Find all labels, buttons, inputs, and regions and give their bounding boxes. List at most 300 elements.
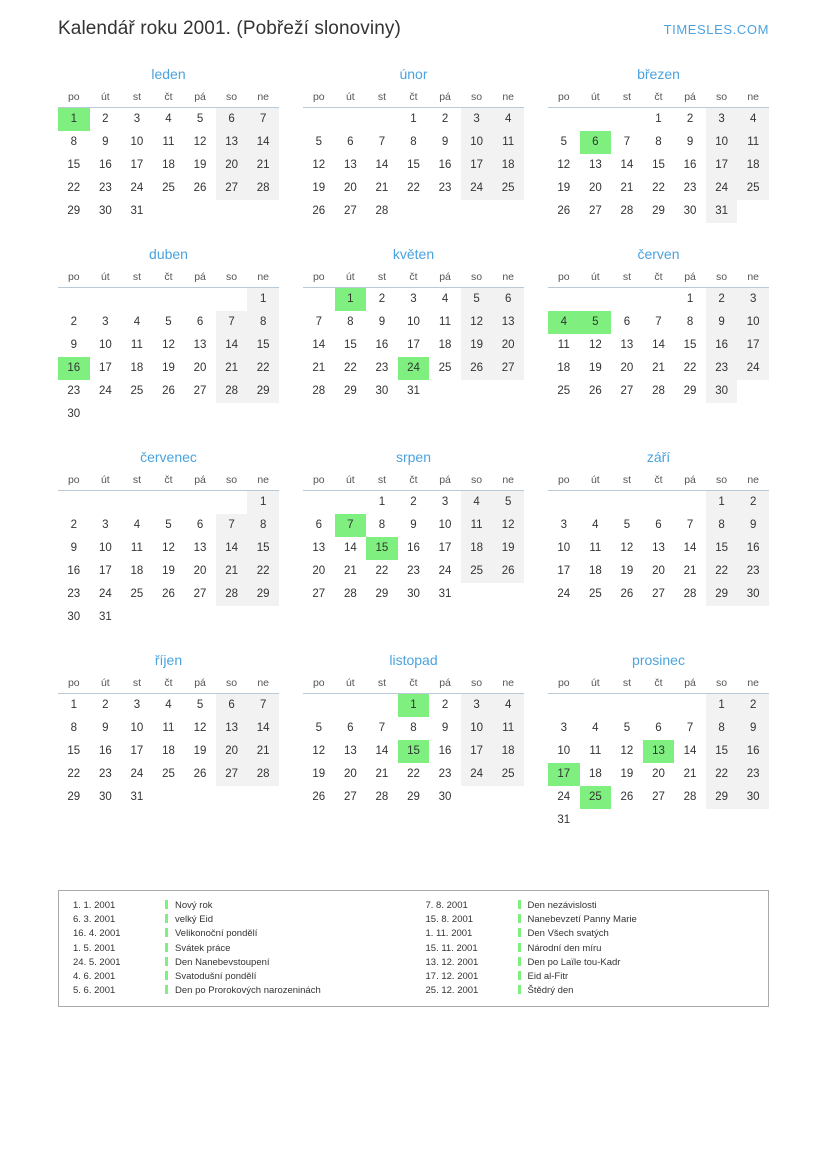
day-cell[interactable] [674, 334, 706, 357]
day-cell[interactable] [90, 334, 122, 357]
day-cell[interactable] [706, 311, 738, 334]
day-cell[interactable] [335, 763, 367, 786]
day-cell[interactable] [216, 514, 248, 537]
day-cell[interactable] [184, 357, 216, 380]
day-cell[interactable] [580, 560, 612, 583]
day-cell[interactable] [429, 177, 461, 200]
day-cell[interactable] [429, 560, 461, 583]
day-cell[interactable] [674, 177, 706, 200]
day-cell[interactable] [184, 740, 216, 763]
day-cell[interactable] [247, 108, 279, 132]
day-cell[interactable] [366, 786, 398, 809]
day-cell[interactable] [674, 763, 706, 786]
day-cell[interactable] [580, 357, 612, 380]
day-cell[interactable] [90, 786, 122, 809]
day-cell[interactable] [643, 717, 675, 740]
day-cell[interactable] [216, 717, 248, 740]
day-cell[interactable] [90, 717, 122, 740]
day-cell[interactable] [247, 334, 279, 357]
day-cell[interactable] [303, 740, 335, 763]
day-cell[interactable] [580, 380, 612, 403]
day-cell[interactable] [90, 311, 122, 334]
day-cell[interactable] [90, 514, 122, 537]
day-cell[interactable] [90, 537, 122, 560]
day-cell[interactable] [90, 583, 122, 606]
day-cell[interactable] [461, 694, 493, 718]
day-cell[interactable] [737, 177, 769, 200]
day-cell[interactable] [90, 380, 122, 403]
day-cell[interactable] [643, 380, 675, 403]
day-cell[interactable] [121, 560, 153, 583]
day-cell[interactable] [335, 786, 367, 809]
day-cell[interactable] [492, 334, 524, 357]
day-cell[interactable] [492, 740, 524, 763]
day-cell[interactable] [492, 763, 524, 786]
day-cell[interactable] [335, 288, 367, 312]
day-cell[interactable] [580, 311, 612, 334]
day-cell[interactable] [706, 583, 738, 606]
day-cell[interactable] [492, 537, 524, 560]
day-cell[interactable] [121, 357, 153, 380]
day-cell[interactable] [216, 380, 248, 403]
day-cell[interactable] [580, 740, 612, 763]
day-cell[interactable] [247, 154, 279, 177]
day-cell[interactable] [366, 740, 398, 763]
day-cell[interactable] [121, 537, 153, 560]
day-cell[interactable] [461, 560, 493, 583]
day-cell[interactable] [303, 357, 335, 380]
day-cell[interactable] [429, 583, 461, 606]
day-cell[interactable] [398, 357, 430, 380]
day-cell[interactable] [706, 200, 738, 223]
day-cell[interactable] [548, 131, 580, 154]
day-cell[interactable] [674, 740, 706, 763]
day-cell[interactable] [184, 717, 216, 740]
day-cell[interactable] [216, 537, 248, 560]
day-cell[interactable] [737, 537, 769, 560]
day-cell[interactable] [737, 154, 769, 177]
day-cell[interactable] [548, 311, 580, 334]
day-cell[interactable] [398, 514, 430, 537]
day-cell[interactable] [398, 583, 430, 606]
day-cell[interactable] [737, 491, 769, 515]
day-cell[interactable] [461, 763, 493, 786]
day-cell[interactable] [580, 334, 612, 357]
day-cell[interactable] [184, 131, 216, 154]
day-cell[interactable] [153, 334, 185, 357]
day-cell[interactable] [58, 177, 90, 200]
day-cell[interactable] [216, 560, 248, 583]
day-cell[interactable] [643, 786, 675, 809]
day-cell[interactable] [153, 131, 185, 154]
day-cell[interactable] [548, 200, 580, 223]
day-cell[interactable] [335, 200, 367, 223]
day-cell[interactable] [548, 809, 580, 832]
day-cell[interactable] [643, 740, 675, 763]
day-cell[interactable] [706, 740, 738, 763]
day-cell[interactable] [643, 583, 675, 606]
day-cell[interactable] [429, 131, 461, 154]
day-cell[interactable] [216, 694, 248, 718]
day-cell[interactable] [461, 357, 493, 380]
day-cell[interactable] [58, 380, 90, 403]
day-cell[interactable] [492, 177, 524, 200]
day-cell[interactable] [58, 311, 90, 334]
day-cell[interactable] [58, 717, 90, 740]
day-cell[interactable] [121, 740, 153, 763]
day-cell[interactable] [580, 154, 612, 177]
day-cell[interactable] [58, 154, 90, 177]
day-cell[interactable] [706, 560, 738, 583]
day-cell[interactable] [611, 786, 643, 809]
day-cell[interactable] [737, 131, 769, 154]
day-cell[interactable] [303, 380, 335, 403]
day-cell[interactable] [184, 763, 216, 786]
day-cell[interactable] [492, 491, 524, 515]
day-cell[interactable] [611, 740, 643, 763]
day-cell[interactable] [706, 514, 738, 537]
day-cell[interactable] [461, 177, 493, 200]
day-cell[interactable] [461, 491, 493, 515]
day-cell[interactable] [580, 786, 612, 809]
day-cell[interactable] [706, 763, 738, 786]
day-cell[interactable] [247, 514, 279, 537]
day-cell[interactable] [58, 606, 90, 629]
day-cell[interactable] [398, 740, 430, 763]
day-cell[interactable] [335, 177, 367, 200]
day-cell[interactable] [335, 560, 367, 583]
day-cell[interactable] [366, 763, 398, 786]
day-cell[interactable] [398, 537, 430, 560]
day-cell[interactable] [335, 311, 367, 334]
day-cell[interactable] [366, 200, 398, 223]
day-cell[interactable] [674, 514, 706, 537]
day-cell[interactable] [643, 177, 675, 200]
day-cell[interactable] [674, 108, 706, 132]
day-cell[interactable] [492, 560, 524, 583]
day-cell[interactable] [492, 357, 524, 380]
day-cell[interactable] [461, 288, 493, 312]
day-cell[interactable] [58, 786, 90, 809]
day-cell[interactable] [737, 334, 769, 357]
day-cell[interactable] [429, 357, 461, 380]
day-cell[interactable] [153, 108, 185, 132]
day-cell[interactable] [398, 491, 430, 515]
day-cell[interactable] [247, 537, 279, 560]
day-cell[interactable] [429, 334, 461, 357]
day-cell[interactable] [121, 694, 153, 718]
day-cell[interactable] [153, 154, 185, 177]
day-cell[interactable] [121, 514, 153, 537]
day-cell[interactable] [90, 154, 122, 177]
day-cell[interactable] [398, 131, 430, 154]
day-cell[interactable] [184, 514, 216, 537]
day-cell[interactable] [580, 200, 612, 223]
day-cell[interactable] [247, 763, 279, 786]
day-cell[interactable] [90, 763, 122, 786]
day-cell[interactable] [706, 717, 738, 740]
day-cell[interactable] [398, 786, 430, 809]
day-cell[interactable] [90, 560, 122, 583]
day-cell[interactable] [58, 108, 90, 132]
day-cell[interactable] [674, 560, 706, 583]
day-cell[interactable] [611, 177, 643, 200]
day-cell[interactable] [303, 583, 335, 606]
day-cell[interactable] [737, 717, 769, 740]
day-cell[interactable] [303, 514, 335, 537]
day-cell[interactable] [611, 380, 643, 403]
day-cell[interactable] [216, 334, 248, 357]
day-cell[interactable] [492, 108, 524, 132]
day-cell[interactable] [706, 491, 738, 515]
day-cell[interactable] [548, 740, 580, 763]
day-cell[interactable] [737, 763, 769, 786]
day-cell[interactable] [216, 357, 248, 380]
day-cell[interactable] [737, 694, 769, 718]
day-cell[interactable] [121, 177, 153, 200]
day-cell[interactable] [429, 786, 461, 809]
day-cell[interactable] [184, 380, 216, 403]
day-cell[interactable] [674, 717, 706, 740]
day-cell[interactable] [184, 154, 216, 177]
day-cell[interactable] [366, 583, 398, 606]
day-cell[interactable] [398, 334, 430, 357]
day-cell[interactable] [90, 357, 122, 380]
day-cell[interactable] [398, 108, 430, 132]
day-cell[interactable] [737, 740, 769, 763]
day-cell[interactable] [706, 131, 738, 154]
day-cell[interactable] [706, 288, 738, 312]
day-cell[interactable] [184, 177, 216, 200]
day-cell[interactable] [737, 583, 769, 606]
day-cell[interactable] [492, 154, 524, 177]
day-cell[interactable] [548, 583, 580, 606]
day-cell[interactable] [216, 108, 248, 132]
day-cell[interactable] [153, 583, 185, 606]
day-cell[interactable] [398, 380, 430, 403]
day-cell[interactable] [366, 288, 398, 312]
day-cell[interactable] [429, 108, 461, 132]
day-cell[interactable] [706, 786, 738, 809]
day-cell[interactable] [90, 694, 122, 718]
day-cell[interactable] [674, 357, 706, 380]
day-cell[interactable] [429, 740, 461, 763]
day-cell[interactable] [184, 560, 216, 583]
day-cell[interactable] [366, 491, 398, 515]
day-cell[interactable] [303, 311, 335, 334]
day-cell[interactable] [674, 583, 706, 606]
day-cell[interactable] [398, 154, 430, 177]
day-cell[interactable] [153, 357, 185, 380]
day-cell[interactable] [184, 334, 216, 357]
day-cell[interactable] [737, 786, 769, 809]
day-cell[interactable] [58, 403, 90, 426]
day-cell[interactable] [153, 177, 185, 200]
day-cell[interactable] [153, 537, 185, 560]
day-cell[interactable] [58, 560, 90, 583]
day-cell[interactable] [247, 560, 279, 583]
day-cell[interactable] [548, 717, 580, 740]
day-cell[interactable] [303, 786, 335, 809]
day-cell[interactable] [611, 131, 643, 154]
day-cell[interactable] [580, 177, 612, 200]
day-cell[interactable] [548, 786, 580, 809]
day-cell[interactable] [580, 717, 612, 740]
day-cell[interactable] [90, 131, 122, 154]
day-cell[interactable] [247, 380, 279, 403]
day-cell[interactable] [247, 288, 279, 312]
day-cell[interactable] [153, 514, 185, 537]
day-cell[interactable] [548, 560, 580, 583]
day-cell[interactable] [643, 311, 675, 334]
day-cell[interactable] [58, 200, 90, 223]
day-cell[interactable] [153, 311, 185, 334]
day-cell[interactable] [58, 583, 90, 606]
day-cell[interactable] [461, 537, 493, 560]
day-cell[interactable] [580, 763, 612, 786]
day-cell[interactable] [643, 131, 675, 154]
day-cell[interactable] [153, 763, 185, 786]
day-cell[interactable] [429, 311, 461, 334]
day-cell[interactable] [247, 177, 279, 200]
day-cell[interactable] [429, 514, 461, 537]
day-cell[interactable] [429, 694, 461, 718]
day-cell[interactable] [121, 154, 153, 177]
day-cell[interactable] [492, 311, 524, 334]
day-cell[interactable] [492, 288, 524, 312]
day-cell[interactable] [216, 583, 248, 606]
day-cell[interactable] [611, 311, 643, 334]
day-cell[interactable] [737, 560, 769, 583]
day-cell[interactable] [580, 583, 612, 606]
day-cell[interactable] [398, 560, 430, 583]
day-cell[interactable] [153, 380, 185, 403]
day-cell[interactable] [247, 491, 279, 515]
day-cell[interactable] [706, 108, 738, 132]
day-cell[interactable] [121, 334, 153, 357]
day-cell[interactable] [548, 380, 580, 403]
day-cell[interactable] [492, 131, 524, 154]
day-cell[interactable] [366, 537, 398, 560]
day-cell[interactable] [216, 740, 248, 763]
day-cell[interactable] [90, 200, 122, 223]
day-cell[interactable] [335, 154, 367, 177]
day-cell[interactable] [429, 717, 461, 740]
day-cell[interactable] [580, 514, 612, 537]
day-cell[interactable] [706, 334, 738, 357]
day-cell[interactable] [674, 311, 706, 334]
day-cell[interactable] [706, 694, 738, 718]
day-cell[interactable] [398, 694, 430, 718]
day-cell[interactable] [335, 514, 367, 537]
day-cell[interactable] [674, 380, 706, 403]
day-cell[interactable] [247, 583, 279, 606]
day-cell[interactable] [58, 740, 90, 763]
day-cell[interactable] [216, 131, 248, 154]
day-cell[interactable] [611, 717, 643, 740]
day-cell[interactable] [737, 288, 769, 312]
day-cell[interactable] [643, 537, 675, 560]
day-cell[interactable] [121, 717, 153, 740]
day-cell[interactable] [58, 514, 90, 537]
day-cell[interactable] [643, 763, 675, 786]
day-cell[interactable] [643, 154, 675, 177]
day-cell[interactable] [303, 131, 335, 154]
day-cell[interactable] [580, 537, 612, 560]
day-cell[interactable] [335, 380, 367, 403]
day-cell[interactable] [429, 537, 461, 560]
day-cell[interactable] [90, 177, 122, 200]
day-cell[interactable] [90, 740, 122, 763]
day-cell[interactable] [303, 154, 335, 177]
day-cell[interactable] [303, 717, 335, 740]
day-cell[interactable] [303, 334, 335, 357]
day-cell[interactable] [611, 357, 643, 380]
day-cell[interactable] [492, 717, 524, 740]
day-cell[interactable] [90, 606, 122, 629]
day-cell[interactable] [247, 311, 279, 334]
day-cell[interactable] [153, 717, 185, 740]
day-cell[interactable] [121, 763, 153, 786]
day-cell[interactable] [429, 154, 461, 177]
day-cell[interactable] [303, 200, 335, 223]
day-cell[interactable] [611, 200, 643, 223]
day-cell[interactable] [611, 154, 643, 177]
day-cell[interactable] [548, 357, 580, 380]
day-cell[interactable] [247, 357, 279, 380]
day-cell[interactable] [335, 537, 367, 560]
day-cell[interactable] [366, 560, 398, 583]
day-cell[interactable] [366, 131, 398, 154]
day-cell[interactable] [611, 334, 643, 357]
day-cell[interactable] [398, 763, 430, 786]
day-cell[interactable] [674, 200, 706, 223]
day-cell[interactable] [611, 583, 643, 606]
day-cell[interactable] [706, 177, 738, 200]
day-cell[interactable] [548, 763, 580, 786]
day-cell[interactable] [121, 583, 153, 606]
day-cell[interactable] [121, 200, 153, 223]
day-cell[interactable] [674, 154, 706, 177]
day-cell[interactable] [121, 380, 153, 403]
day-cell[interactable] [184, 694, 216, 718]
day-cell[interactable] [58, 694, 90, 718]
day-cell[interactable] [461, 740, 493, 763]
day-cell[interactable] [398, 717, 430, 740]
day-cell[interactable] [706, 380, 738, 403]
day-cell[interactable] [58, 131, 90, 154]
day-cell[interactable] [58, 357, 90, 380]
day-cell[interactable] [335, 740, 367, 763]
day-cell[interactable] [548, 334, 580, 357]
day-cell[interactable] [548, 154, 580, 177]
day-cell[interactable] [216, 763, 248, 786]
day-cell[interactable] [303, 537, 335, 560]
day-cell[interactable] [247, 740, 279, 763]
day-cell[interactable] [366, 717, 398, 740]
day-cell[interactable] [303, 763, 335, 786]
day-cell[interactable] [737, 311, 769, 334]
day-cell[interactable] [643, 560, 675, 583]
day-cell[interactable] [461, 131, 493, 154]
day-cell[interactable] [461, 311, 493, 334]
day-cell[interactable] [335, 357, 367, 380]
day-cell[interactable] [674, 131, 706, 154]
day-cell[interactable] [398, 311, 430, 334]
day-cell[interactable] [121, 786, 153, 809]
day-cell[interactable] [643, 108, 675, 132]
day-cell[interactable] [335, 717, 367, 740]
